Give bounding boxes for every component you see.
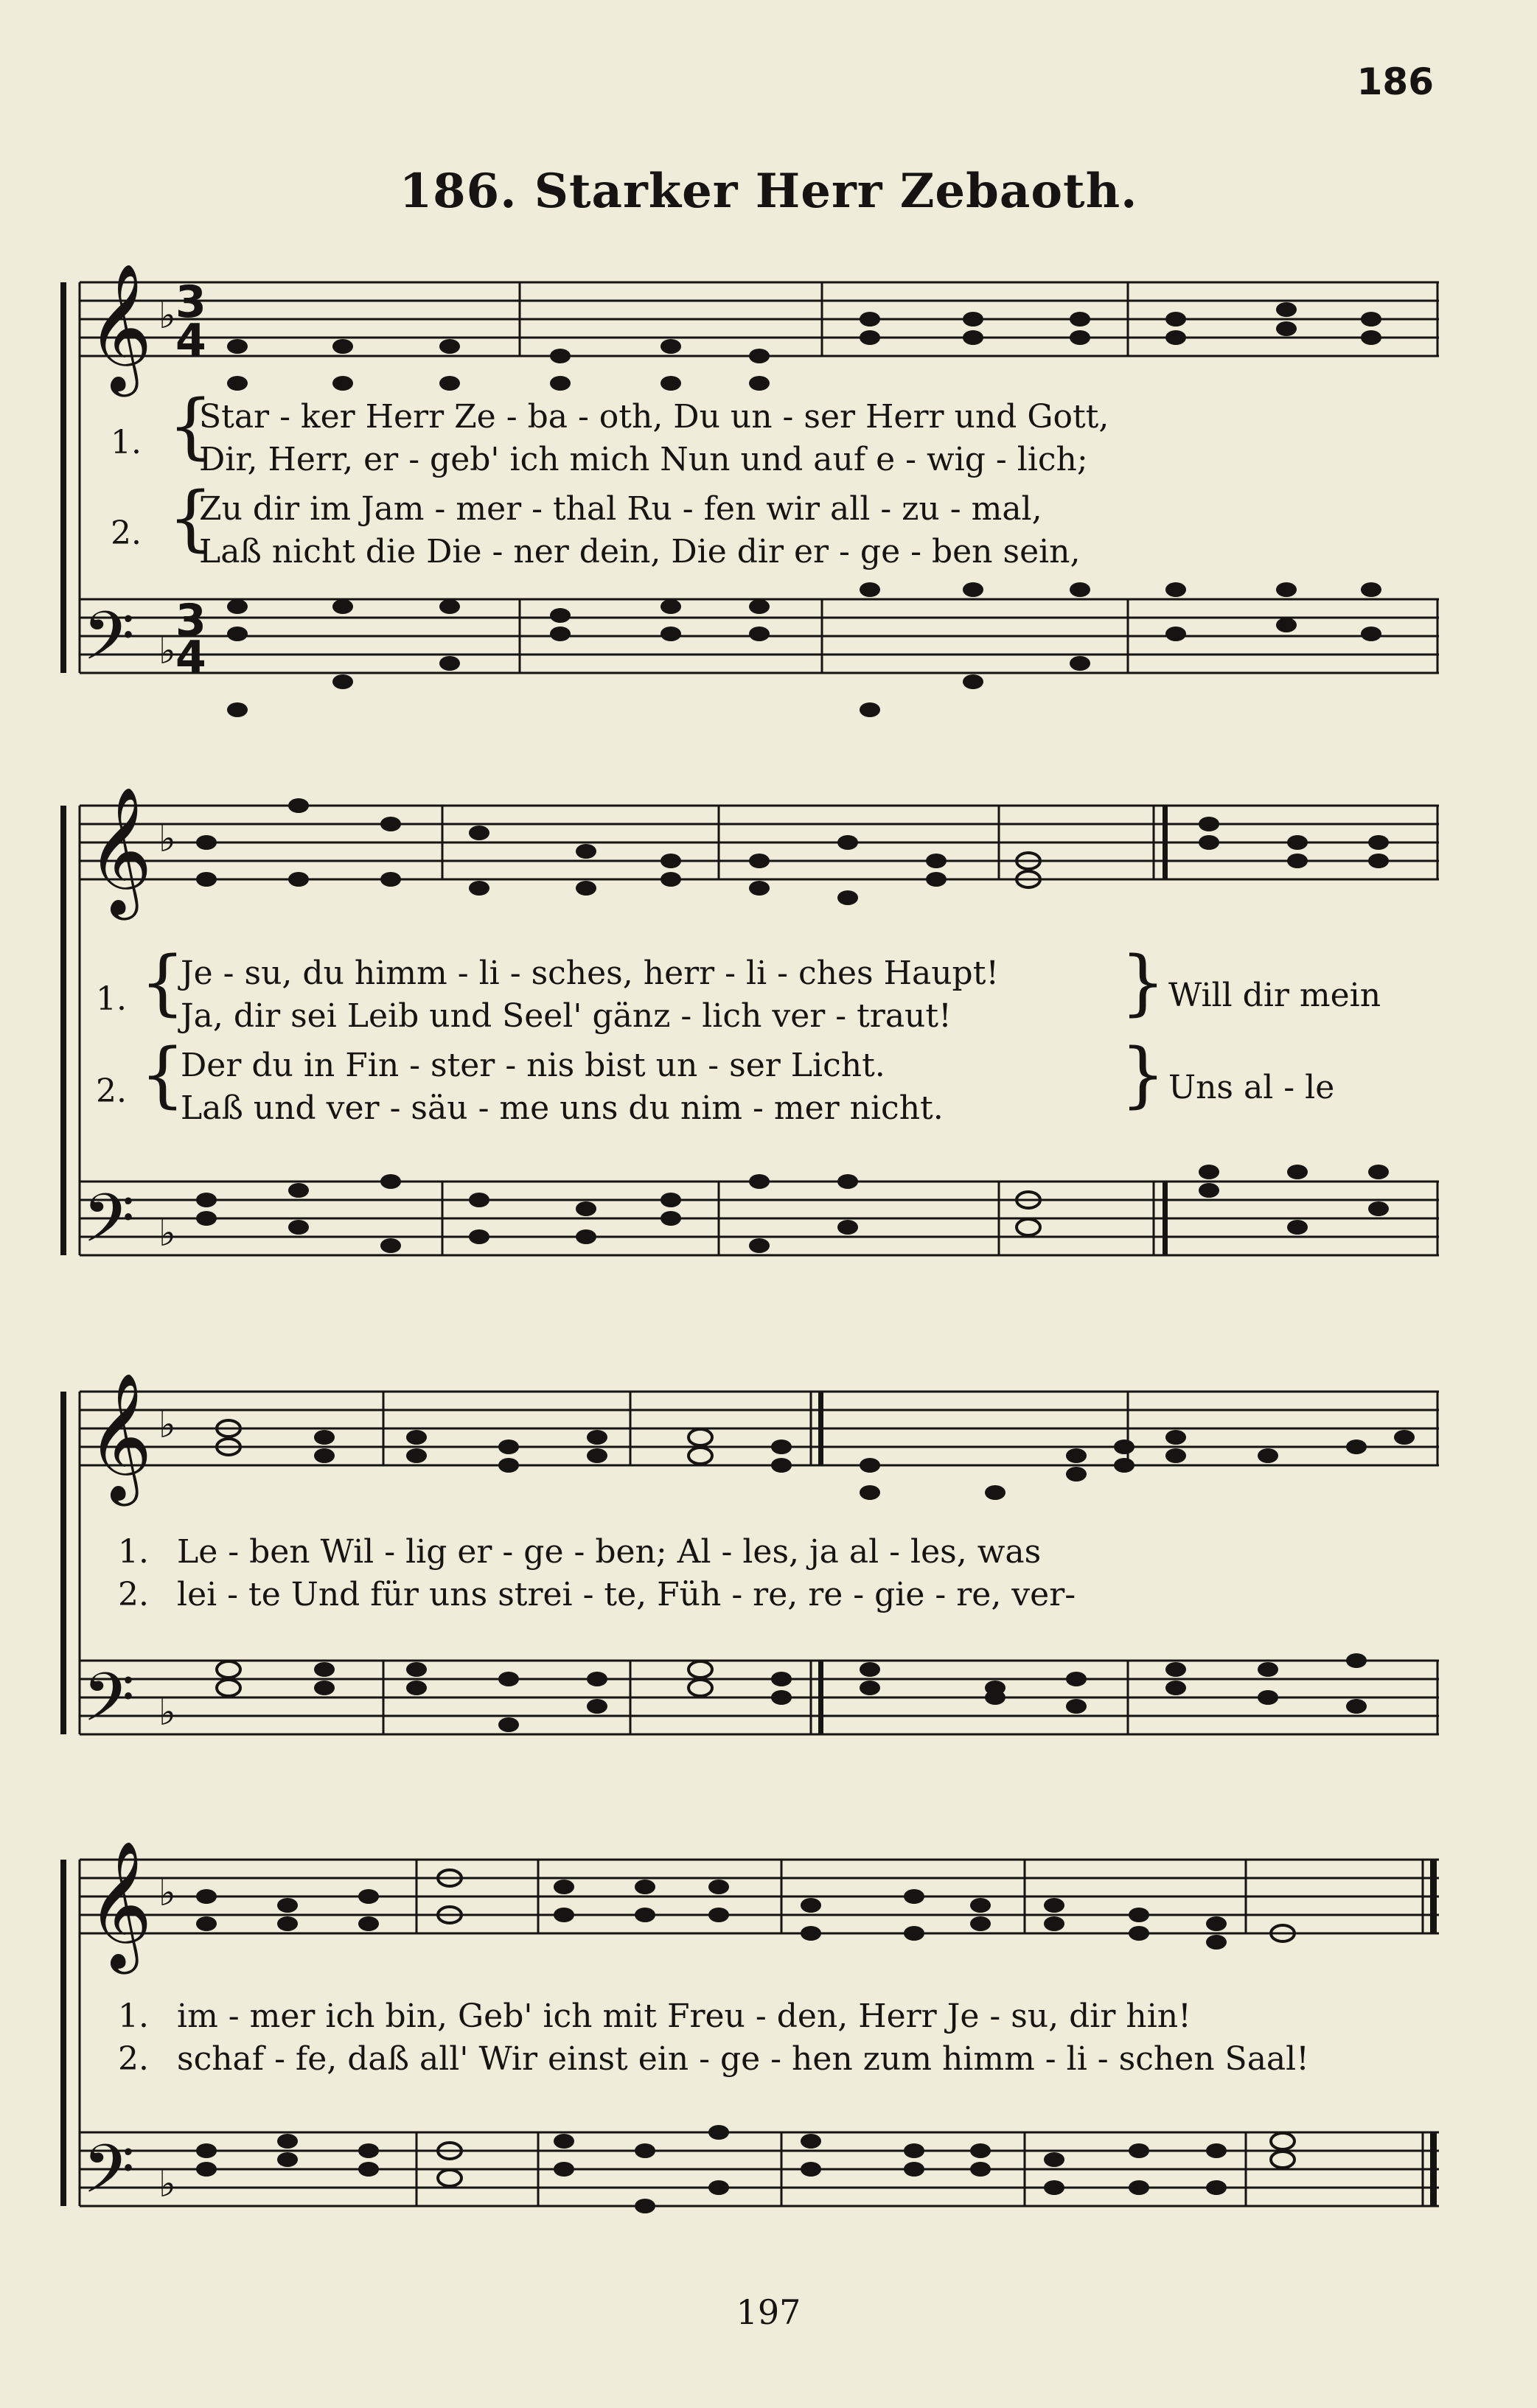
lyric-line: Der du in Fin - ster - nis bist un - ser Licht. xyxy=(181,1047,885,1084)
lyric-line: Ja, dir sei Leib und Seel' gänz - lich ver - traut! xyxy=(181,997,952,1035)
verse-number: 2. xyxy=(118,1576,149,1613)
lyric-line: Star - ker Herr Ze - ba - oth, Du un - ser Herr und Gott, xyxy=(199,398,1109,436)
brace: { xyxy=(140,941,186,1024)
verse-number: 2. xyxy=(111,514,142,552)
svg-text:𝄢: 𝄢 xyxy=(83,2130,135,2224)
svg-text:𝄞: 𝄞 xyxy=(87,263,153,391)
svg-text:♭: ♭ xyxy=(158,1212,176,1254)
brace: { xyxy=(168,385,214,467)
brace: } xyxy=(1120,1033,1166,1116)
lyric-line: Je - su, du himm - li - sches, herr - li - ches Haupt! xyxy=(181,955,1000,992)
verse-number: 1. xyxy=(118,1533,149,1571)
continuation-text: Will dir mein xyxy=(1168,977,1381,1014)
lyric-line: im - mer ich bin, Geb' ich mit Freu - den, Herr Je - su, dir hin! xyxy=(177,1997,1191,2035)
svg-text:𝄞: 𝄞 xyxy=(87,786,153,915)
lyric-line: Le - ben Wil - lig er - ge - ben; Al - les, ja al - les, was xyxy=(177,1533,1042,1571)
hymn-title: 186. Starker Herr Zebaoth. xyxy=(399,164,1138,219)
time-sig-top-bass: 3 xyxy=(175,595,206,646)
svg-text:𝄢: 𝄢 xyxy=(83,1658,135,1753)
verse-number: 2. xyxy=(118,2040,149,2078)
lyric-line: Dir, Herr, er - geb' ich mich Nun und auf e - wig - lich; xyxy=(199,441,1088,478)
verse-number: 1. xyxy=(111,424,142,461)
lyric-line: Laß nicht die Die - ner dein, Die dir er - ge - ben sein, xyxy=(199,533,1081,570)
svg-text:𝄢: 𝄢 xyxy=(83,1179,135,1274)
svg-text:♭: ♭ xyxy=(158,629,176,672)
brace: { xyxy=(168,477,214,559)
brace: { xyxy=(140,1033,186,1116)
svg-text:♭: ♭ xyxy=(158,1403,176,1446)
continuation-text: Uns al - le xyxy=(1168,1069,1335,1106)
time-sig-bottom-bass: 4 xyxy=(175,632,206,683)
brace: } xyxy=(1120,941,1166,1024)
page-number: 197 xyxy=(736,2292,801,2332)
time-sig-bottom: 4 xyxy=(175,315,206,366)
svg-text:𝄞: 𝄞 xyxy=(87,1840,153,1969)
lyric-line: Zu dir im Jam - mer - thal Ru - fen wir all - zu - mal, xyxy=(199,490,1042,528)
svg-text:♭: ♭ xyxy=(158,1691,176,1734)
verse-number: 2. xyxy=(96,1072,127,1110)
verse-number: 1. xyxy=(118,1997,149,2035)
svg-text:♭: ♭ xyxy=(158,817,176,860)
corner-hymn-number: 186 xyxy=(1356,60,1434,103)
lyric-line: Laß und ver - säu - me uns du nim - mer nicht. xyxy=(181,1089,944,1127)
svg-text:𝄢: 𝄢 xyxy=(83,597,135,691)
svg-text:♭: ♭ xyxy=(158,294,176,337)
svg-text:♭: ♭ xyxy=(158,2163,176,2205)
verse-number: 1. xyxy=(96,980,127,1018)
lyric-line: schaf - fe, daß all' Wir einst ein - ge - hen zum himm - li - schen Saal! xyxy=(177,2040,1309,2078)
svg-text:𝄞: 𝄞 xyxy=(87,1372,153,1501)
svg-text:♭: ♭ xyxy=(158,1871,176,1914)
lyric-line: lei - te Und für uns strei - te, Füh - re, re - gie - re, ver- xyxy=(177,1576,1076,1613)
time-sig-top: 3 xyxy=(175,276,206,328)
